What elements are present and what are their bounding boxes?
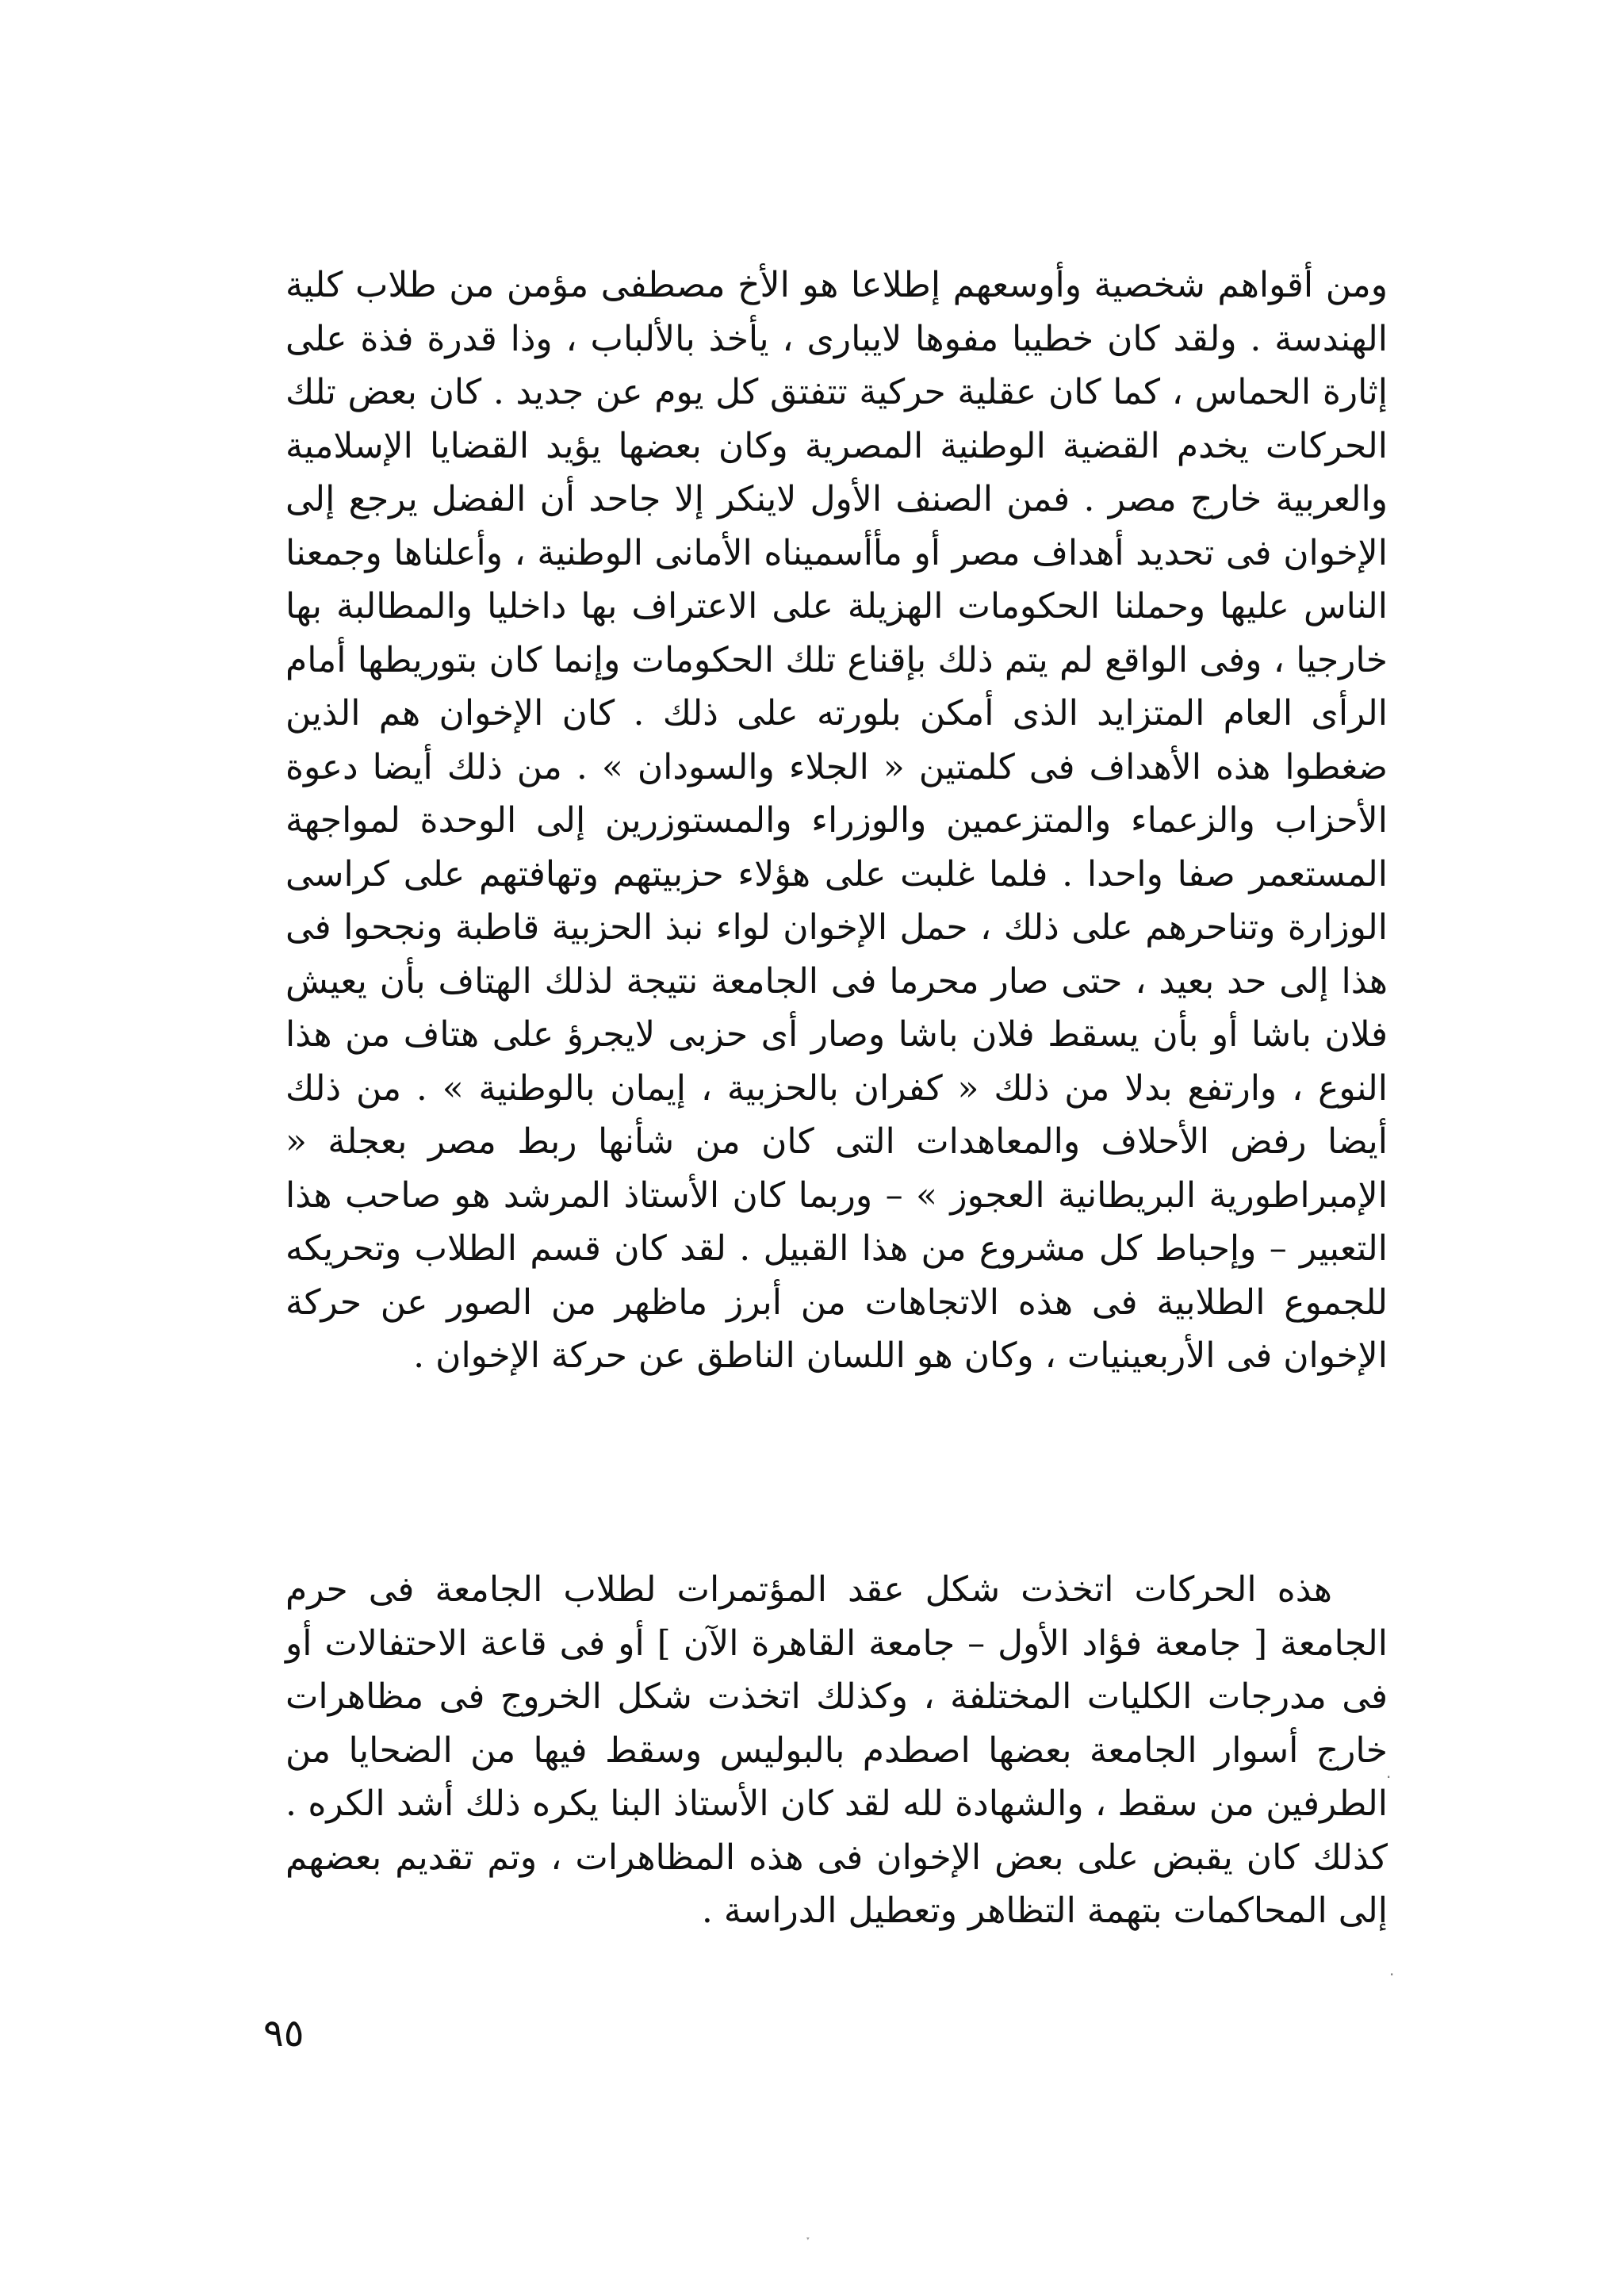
body-paragraph-1: ومن أقواهم شخصية وأوسعهم إطلاعا هو الأخ مصطفى مؤمن من طلاب كلية الهندسة . ولقد كان خطيبا مفوها لايبارى ، يأخذ بالألباب ، وذا قدرة فذة على إثارة الحماس ، كما كان عقلية حركية تتفتق كل يوم عن جديد . كان بعض تلك الحركات يخدم القضية الوطنية المصرية وكان بعضها يؤيد القضايا الإسلامية والعربية خارج مصر . فمن الصنف الأول لاينكر إلا جاحد أن الفضل يرجع إلى الإخوان فى تحديد أهداف مصر أو مأأسميناه الأمانى الوطنية ، وأعلناها وجمعنا الناس عليها وحملنا الحكومات الهزيلة على الاعتراف بها داخليا والمطالبة بها خارجيا ، وفى الواقع لم يتم ذلك بإقناع تلك الحكومات وإنما كان بتوريطها أمام الرأى العام المتزايد الذى أمكن بلورته على ذلك . كان الإخوان هم الذين ضغطوا هذه الأهداف فى كلمتين « الجلاء والسودان » . من ذلك أيضا دعوة الأحزاب والزعماء والمتزعمين والوزراء والمستوزرين إلى الوحدة لمواجهة المستعمر صفا واحدا . فلما غلبت على هؤلاء حزبيتهم وتهافتهم على كراسى الوزارة وتناحرهم على ذلك ، حمل الإخوان لواء نبذ الحزبية قاطبة ونجحوا فى هذا إلى حد بعيد ، حتى صار محرما فى الجامعة نتيجة لذلك الهتاف بأن يعيش فلان باشا أو بأن يسقط فلان باشا وصار أى حزبى لايجرؤ على هتاف من هذا النوع ، وارتفع بدلا من ذلك « كفران بالحزبية ، إيمان بالوطنية » . من ذلك أيضا رفض الأحلاف والمعاهدات التى كان من شأنها ربط مصر بعجلة « الإمبراطورية البريطانية العجوز » – وربما كان الأستاذ المرشد هو صاحب هذا التعبير – وإحباط كل مشروع من هذا القبيل . لقد كان قسم الطلاب وتحريكه للجموع الطلابية فى هذه الاتجاهات من أبرز ماظهر من الصور عن حركة الإخوان فى الأربعينيات ، وكان هو اللسان الناطق عن حركة الإخوان . (285, 265, 1388, 1376)
scan-speck: · (1386, 1768, 1392, 1787)
scan-speck: ˑ (806, 2231, 811, 2250)
page-number: ٩٥ (263, 2011, 304, 2055)
scan-speck: · (1389, 1965, 1395, 1984)
body-paragraph-2: هذه الحركات اتخذت شكل عقد المؤتمرات لطلاب الجامعة فى حرم الجامعة [ جامعة فؤاد الأول – جامعة القاهرة الآن ] أو فى قاعة الاحتفالات أو فى مدرجات الكليات المختلفة ، وكذلك اتخذت شكل الخروج فى مظاهرات خارج أسوار الجامعة بعضها اصطدم بالبوليس وسقط فيها من الضحايا من الطرفين من سقط ، والشهادة لله لقد كان الأستاذ البنا يكره ذلك أشد الكره . كذلك كان يقبض على بعض الإخوان فى هذه المظاهرات ، وتم تقديم بعضهم إلى المحاكمات بتهمة التظاهر وتعطيل الدراسة . (285, 1569, 1388, 1931)
